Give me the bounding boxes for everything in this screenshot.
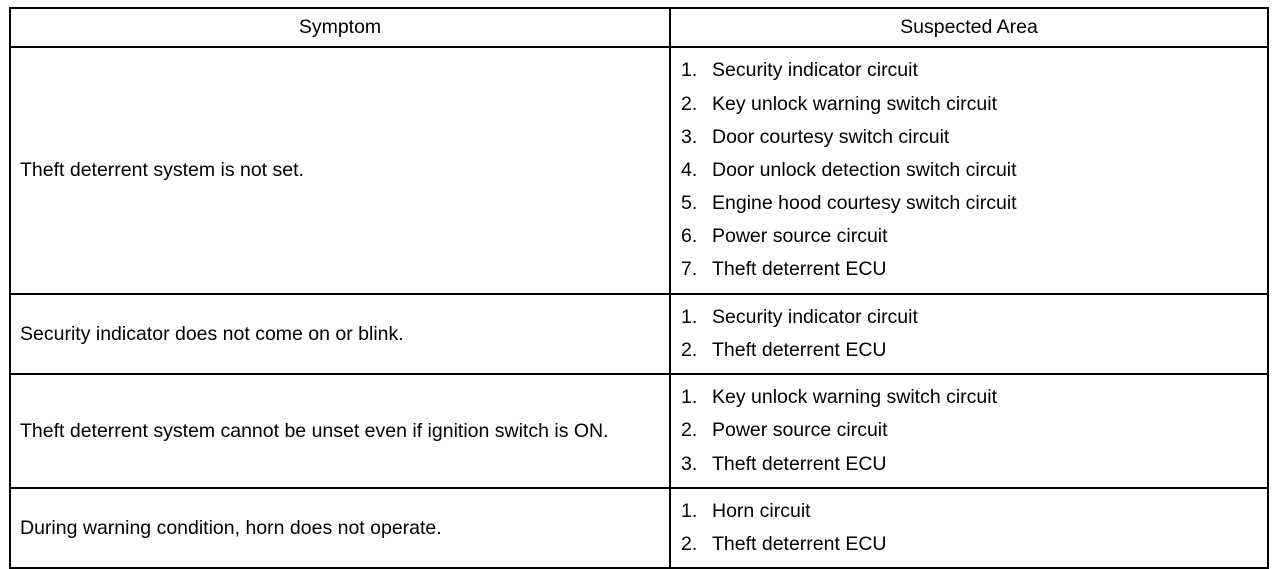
suspected-area-list <box>681 54 1267 286</box>
table-row <box>10 294 1268 374</box>
item-text: Door courtesy switch circuit <box>712 125 950 148</box>
item-text: Power source circuit <box>712 225 888 248</box>
table-row <box>10 488 1268 568</box>
item-number: 2. <box>681 533 698 555</box>
list-item <box>681 448 1267 481</box>
item-number: 6. <box>681 225 698 248</box>
list-item <box>681 253 1267 286</box>
item-number: 2. <box>681 92 698 115</box>
item-number: 2. <box>681 339 698 361</box>
item-text: Theft deterrent ECU <box>712 339 887 361</box>
suspected-area-cell <box>670 488 1268 568</box>
item-number: 7. <box>681 258 698 281</box>
item-number: 5. <box>681 192 698 215</box>
item-text: Door unlock detection switch circuit <box>712 158 1017 181</box>
item-text: Security indicator circuit <box>712 305 918 328</box>
symptom-cell: During warning condition, horn does not operate. <box>10 488 670 568</box>
list-item <box>681 220 1267 253</box>
suspected-area-list <box>681 381 1267 481</box>
list-item <box>681 154 1267 187</box>
item-text: Key unlock warning switch circuit <box>712 92 998 115</box>
item-number: 2. <box>681 419 698 442</box>
item-text: Theft deterrent ECU <box>712 533 887 555</box>
table-row <box>10 47 1268 294</box>
symptom-cell: Theft deterrent system is not set. <box>10 47 670 294</box>
suspected-area-column-header: Suspected Area <box>670 8 1268 47</box>
list-item <box>681 301 1267 334</box>
item-text: Security indicator circuit <box>712 59 918 82</box>
problem-symptoms-table <box>9 7 1269 569</box>
item-text: Theft deterrent ECU <box>712 452 887 475</box>
item-number: 1. <box>681 305 698 328</box>
list-item <box>681 121 1267 154</box>
item-number: 1. <box>681 499 698 522</box>
list-item <box>681 528 1267 561</box>
item-text: Power source circuit <box>712 419 888 442</box>
symptom-column-header: Symptom <box>10 8 670 47</box>
item-number: 3. <box>681 125 698 148</box>
item-number: 3. <box>681 452 698 475</box>
header-row <box>10 8 1268 47</box>
list-item <box>681 54 1267 87</box>
item-text: Engine hood courtesy switch circuit <box>712 192 1017 215</box>
item-text: Key unlock warning switch circuit <box>712 386 998 409</box>
symptom-cell: Theft deterrent system cannot be unset even if ignition switch is ON. <box>10 374 670 488</box>
list-item <box>681 334 1267 367</box>
list-item <box>681 414 1267 447</box>
suspected-area-cell <box>670 374 1268 488</box>
list-item <box>681 88 1267 121</box>
item-number: 1. <box>681 59 698 82</box>
table-row <box>10 374 1268 488</box>
symptom-cell: Security indicator does not come on or blink. <box>10 294 670 374</box>
suspected-area-list <box>681 301 1267 367</box>
suspected-area-list <box>681 495 1267 561</box>
list-item <box>681 187 1267 220</box>
list-item <box>681 495 1267 528</box>
suspected-area-cell <box>670 47 1268 294</box>
suspected-area-cell <box>670 294 1268 374</box>
item-number: 1. <box>681 386 698 409</box>
item-number: 4. <box>681 158 698 181</box>
item-text: Horn circuit <box>712 499 811 522</box>
item-text: Theft deterrent ECU <box>712 258 887 281</box>
troubleshooting-document <box>9 7 1267 569</box>
list-item <box>681 381 1267 414</box>
